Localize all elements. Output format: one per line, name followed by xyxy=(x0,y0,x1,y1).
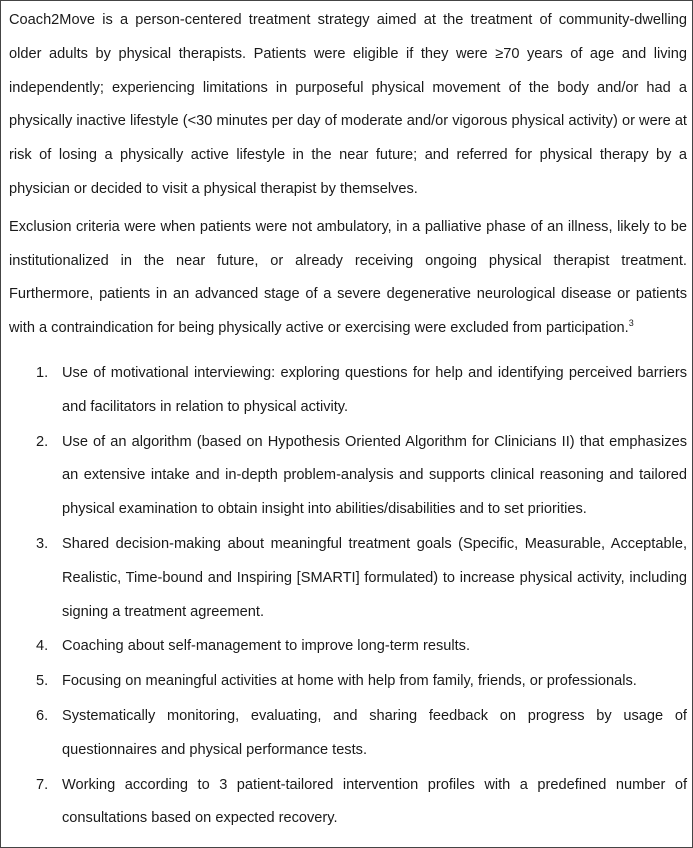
list-item xyxy=(9,769,687,837)
list-item-text: Shared decision-making about meaningful treatment goals (Specific, Measurable, Acceptable, Realistic, Time-bound and Inspiring [SMARTI] formulated) to increase physical activity, including signing a treatment agreement. xyxy=(62,535,687,620)
list-item-text: Coaching about self-management to improve long-term results. xyxy=(62,638,471,655)
list-item xyxy=(9,528,687,629)
list-item-number: 1. xyxy=(36,364,49,381)
list-item-number: 4. xyxy=(36,638,49,655)
list-item xyxy=(9,426,687,527)
intro-paragraph: Coach2Move is a person-centered treatment strategy aimed at the treatment of community-dwelling older adults by physical therapists. Patients were eligible if they were ≥70 years of age and living independently; experiencing limitations in purposeful physical movement of the body and/or had a physically inactive lifestyle (<30 minutes per day of moderate and/or vigorous physical activity) or were at risk of losing a physically active lifestyle in the near future; and referred for physical therapy by a physician or decided to visit a physical therapist by themselves. xyxy=(9,12,687,197)
document-body xyxy=(9,4,687,837)
reference-superscript: 3 xyxy=(628,318,634,329)
exclusion-paragraph xyxy=(9,211,687,346)
exclusion-text: Exclusion criteria were when patients were not ambulatory, in a palliative phase of an illness, likely to be institutionalized in the near future, or already receiving ongoing physical therapist treatment. Furthermore, patients in an advanced stage of a severe degenerative neurological disease or patients with a contraindication for being physically active or exercising were excluded from participation. xyxy=(9,218,687,337)
list-item xyxy=(9,665,687,699)
list-item-number: 3. xyxy=(36,535,49,552)
list-item-text: Focusing on meaningful activities at home with help from family, friends, or professionals. xyxy=(62,673,637,690)
list-item-text: Use of motivational interviewing: exploring questions for help and identifying perceived barriers and facilitators in relation to physical activity. xyxy=(62,364,687,415)
list-item-number: 7. xyxy=(36,776,49,793)
list-item-text: Use of an algorithm (based on Hypothesis Oriented Algorithm for Clinicians II) that emphasizes an extensive intake and in-depth problem-analysis and supports clinical reasoning and tailored physical examination to obtain insight into abilities/disabilities and to set priorities. xyxy=(62,433,687,518)
list-item-text: Working according to 3 patient-tailored intervention profiles with a predefined number of consultations based on expected recovery. xyxy=(62,776,687,827)
list-item xyxy=(9,700,687,768)
list-item xyxy=(9,357,687,425)
list-item-text: Systematically monitoring, evaluating, and sharing feedback on progress by usage of questionnaires and physical performance tests. xyxy=(62,707,687,758)
list-item-number: 6. xyxy=(36,707,49,724)
list-item-number: 2. xyxy=(36,433,49,450)
strategy-list xyxy=(9,357,687,836)
list-item-number: 5. xyxy=(36,673,49,690)
list-item xyxy=(9,630,687,664)
